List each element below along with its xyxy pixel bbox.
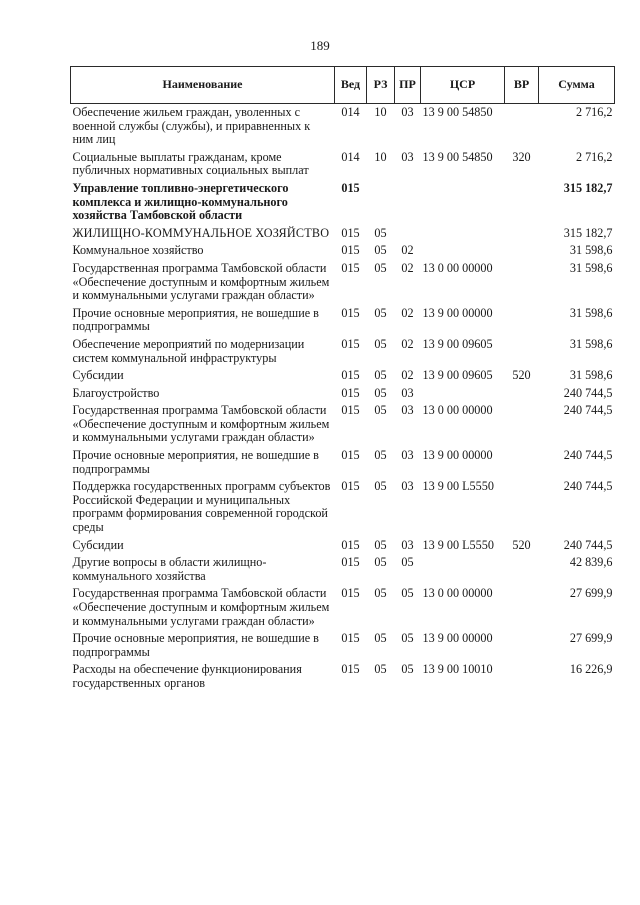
cell-vr bbox=[505, 385, 539, 403]
cell-rz: 05 bbox=[374, 631, 387, 646]
cell-ved: 014 bbox=[341, 105, 360, 119]
cell-name: Прочие основные мероприятия, не вошедшие в подпрограммы bbox=[72, 448, 319, 476]
cell-sum: 27 699,9 bbox=[569, 631, 613, 646]
cell-vr: 520 bbox=[512, 537, 531, 552]
cell-name: Поддержка государственных программ субъектов Российской Федерации и муниципальных программ формирования современной городской среды bbox=[72, 479, 331, 535]
cell-csr: 13 9 00 00000 bbox=[422, 631, 493, 646]
cell-rz: 05 bbox=[374, 385, 387, 400]
cell-sum: 31 598,6 bbox=[569, 305, 613, 320]
cell-name: Субсидии bbox=[72, 537, 124, 552]
cell-csr: 13 9 00 54850 bbox=[422, 105, 493, 119]
cell-ved: 015 bbox=[341, 243, 360, 258]
cell-pr: 02 bbox=[401, 243, 414, 258]
table-row bbox=[71, 385, 615, 403]
cell-vr bbox=[505, 242, 539, 260]
cell-vr bbox=[505, 478, 539, 536]
cell-ved: 015 bbox=[341, 225, 360, 240]
header-ved: Вед bbox=[335, 67, 367, 104]
cell-rz: 10 bbox=[374, 105, 387, 119]
cell-name: Управление топливно-энергетического комплекса и жилищно-коммунального хозяйства Тамбовской области bbox=[72, 180, 289, 223]
cell-pr: 05 bbox=[401, 631, 414, 646]
cell-pr bbox=[395, 225, 421, 243]
cell-vr bbox=[505, 585, 539, 630]
cell-vr bbox=[505, 260, 539, 305]
cell-rz: 05 bbox=[374, 368, 387, 383]
cell-name: Прочие основные мероприятия, не вошедшие в подпрограммы bbox=[72, 631, 319, 659]
table-row bbox=[71, 260, 615, 305]
header-vr: ВР bbox=[505, 67, 539, 104]
cell-vr bbox=[505, 661, 539, 692]
cell-name: Другие вопросы в области жилищно-коммунального хозяйства bbox=[72, 555, 267, 583]
table-row bbox=[71, 336, 615, 367]
cell-csr: 13 9 00 09605 bbox=[422, 336, 493, 351]
cell-vr: 520 bbox=[512, 368, 531, 383]
cell-sum: 27 699,9 bbox=[569, 586, 613, 601]
cell-pr: 02 bbox=[401, 336, 414, 351]
cell-ved: 015 bbox=[341, 555, 360, 570]
header-pr: ПР bbox=[395, 67, 421, 104]
table-row bbox=[71, 630, 615, 661]
cell-vr bbox=[505, 554, 539, 585]
cell-rz: 05 bbox=[374, 403, 387, 418]
table-header bbox=[71, 67, 615, 104]
cell-ved: 015 bbox=[341, 537, 360, 552]
cell-sum: 315 182,7 bbox=[563, 180, 613, 195]
cell-csr: 13 9 00 10010 bbox=[422, 662, 493, 677]
cell-ved: 015 bbox=[341, 586, 360, 601]
cell-name: Государственная программа Тамбовской области «Обеспечение доступным и комфортным жильем и коммунальными услугами граждан области» bbox=[72, 403, 330, 445]
cell-rz bbox=[367, 180, 395, 225]
cell-sum: 240 744,5 bbox=[563, 537, 613, 552]
cell-name: Государственная программа Тамбовской области «Обеспечение доступным и комфортным жильем и коммунальными услугами граждан области» bbox=[72, 586, 330, 628]
table-row bbox=[71, 447, 615, 478]
cell-pr: 03 bbox=[401, 403, 414, 418]
cell-csr bbox=[421, 554, 505, 585]
cell-pr: 03 bbox=[401, 105, 414, 119]
cell-vr bbox=[505, 305, 539, 336]
table-row bbox=[71, 367, 615, 385]
table-row bbox=[71, 225, 615, 243]
cell-csr bbox=[421, 385, 505, 403]
cell-ved: 014 bbox=[341, 149, 360, 164]
cell-csr: 13 9 00 L5550 bbox=[422, 479, 494, 494]
table-row bbox=[71, 180, 615, 225]
cell-pr: 03 bbox=[401, 479, 414, 494]
cell-pr: 03 bbox=[401, 537, 414, 552]
cell-rz: 05 bbox=[374, 336, 387, 351]
header-rz: РЗ bbox=[367, 67, 395, 104]
cell-pr: 02 bbox=[401, 305, 414, 320]
cell-vr bbox=[505, 180, 539, 225]
cell-sum: 2 716,2 bbox=[575, 149, 613, 164]
cell-sum: 315 182,7 bbox=[563, 225, 613, 240]
cell-pr: 02 bbox=[401, 260, 414, 275]
cell-csr: 13 0 00 00000 bbox=[422, 403, 493, 418]
header-sum: Сумма bbox=[539, 67, 615, 104]
cell-sum: 42 839,6 bbox=[569, 555, 613, 570]
cell-sum: 240 744,5 bbox=[563, 385, 613, 400]
cell-csr: 13 9 00 L5550 bbox=[422, 537, 494, 552]
table-row bbox=[71, 305, 615, 336]
header-name: Наименование bbox=[71, 67, 335, 104]
cell-sum: 16 226,9 bbox=[569, 662, 613, 677]
cell-name: Расходы на обеспечение функционирования государственных органов bbox=[72, 662, 302, 690]
cell-rz: 05 bbox=[374, 586, 387, 601]
budget-table bbox=[70, 66, 615, 693]
cell-ved: 015 bbox=[341, 305, 360, 320]
table-row bbox=[71, 402, 615, 447]
cell-vr bbox=[505, 336, 539, 367]
cell-sum: 31 598,6 bbox=[569, 243, 613, 258]
cell-ved: 015 bbox=[341, 368, 360, 383]
cell-ved: 015 bbox=[341, 479, 360, 494]
cell-rz: 05 bbox=[374, 225, 387, 240]
table-row bbox=[71, 242, 615, 260]
cell-vr bbox=[505, 104, 539, 149]
cell-rz: 05 bbox=[374, 243, 387, 258]
cell-pr: 03 bbox=[401, 149, 414, 164]
cell-ved: 015 bbox=[341, 260, 360, 275]
cell-sum: 240 744,5 bbox=[563, 403, 613, 418]
table-body bbox=[71, 104, 615, 693]
cell-name: ЖИЛИЩНО-КОММУНАЛЬНОЕ ХОЗЯЙСТВО bbox=[72, 225, 330, 240]
cell-csr: 13 9 00 09605 bbox=[422, 368, 493, 383]
cell-pr: 05 bbox=[401, 662, 414, 677]
table-row bbox=[71, 661, 615, 692]
cell-name: Государственная программа Тамбовской области «Обеспечение доступным и комфортным жильем и коммунальными услугами граждан области» bbox=[72, 260, 330, 303]
cell-ved: 015 bbox=[341, 385, 360, 400]
budget-table-container bbox=[70, 66, 614, 693]
cell-rz: 05 bbox=[374, 448, 387, 463]
cell-ved: 015 bbox=[341, 448, 360, 463]
cell-name: Субсидии bbox=[72, 368, 124, 383]
cell-rz: 05 bbox=[374, 260, 387, 275]
table-row bbox=[71, 554, 615, 585]
cell-sum: 2 716,2 bbox=[575, 105, 613, 119]
cell-sum: 240 744,5 bbox=[563, 479, 613, 494]
cell-ved: 015 bbox=[341, 631, 360, 646]
cell-pr: 03 bbox=[401, 448, 414, 463]
table-row bbox=[71, 104, 615, 149]
table-row bbox=[71, 478, 615, 536]
cell-name: Коммунальное хозяйство bbox=[72, 243, 204, 258]
cell-rz: 05 bbox=[374, 662, 387, 677]
cell-rz: 05 bbox=[374, 479, 387, 494]
cell-csr: 13 0 00 00000 bbox=[422, 586, 493, 601]
cell-pr bbox=[395, 180, 421, 225]
cell-vr bbox=[505, 447, 539, 478]
cell-csr bbox=[421, 180, 505, 225]
cell-pr: 05 bbox=[401, 586, 414, 601]
cell-rz: 10 bbox=[374, 149, 387, 164]
cell-csr bbox=[421, 225, 505, 243]
cell-pr: 05 bbox=[401, 555, 414, 570]
cell-pr: 03 bbox=[401, 385, 414, 400]
cell-vr bbox=[505, 630, 539, 661]
table-row bbox=[71, 537, 615, 555]
cell-vr bbox=[505, 402, 539, 447]
cell-ved: 015 bbox=[341, 336, 360, 351]
cell-csr bbox=[421, 242, 505, 260]
cell-ved: 015 bbox=[341, 403, 360, 418]
cell-name: Обеспечение жильем граждан, уволенных с военной службы (службы), и приравненных к ним лиц bbox=[72, 105, 311, 147]
header-csr: ЦСР bbox=[421, 67, 505, 104]
cell-name: Прочие основные мероприятия, не вошедшие в подпрограммы bbox=[72, 305, 319, 334]
cell-rz: 05 bbox=[374, 305, 387, 320]
cell-csr: 13 9 00 00000 bbox=[422, 448, 493, 463]
cell-csr: 13 0 00 00000 bbox=[422, 260, 493, 275]
cell-rz: 05 bbox=[374, 537, 387, 552]
table-row bbox=[71, 149, 615, 180]
cell-pr: 02 bbox=[401, 368, 414, 383]
cell-ved: 015 bbox=[341, 662, 360, 677]
page-number: 189 bbox=[310, 38, 330, 53]
cell-sum: 31 598,6 bbox=[569, 336, 613, 351]
cell-vr bbox=[505, 225, 539, 243]
cell-sum: 31 598,6 bbox=[569, 260, 613, 275]
cell-csr: 13 9 00 00000 bbox=[422, 305, 493, 320]
cell-sum: 240 744,5 bbox=[563, 448, 613, 463]
cell-name: Благоустройство bbox=[72, 385, 160, 400]
cell-name: Социальные выплаты гражданам, кроме публичных нормативных социальных выплат bbox=[72, 149, 309, 178]
table-row bbox=[71, 585, 615, 630]
cell-csr: 13 9 00 54850 bbox=[422, 149, 493, 164]
cell-ved: 015 bbox=[341, 180, 360, 195]
cell-rz: 05 bbox=[374, 555, 387, 570]
cell-name: Обеспечение мероприятий по модернизации систем коммунальной инфраструктуры bbox=[72, 336, 305, 365]
cell-sum: 31 598,6 bbox=[569, 368, 613, 383]
cell-vr: 320 bbox=[512, 149, 531, 164]
